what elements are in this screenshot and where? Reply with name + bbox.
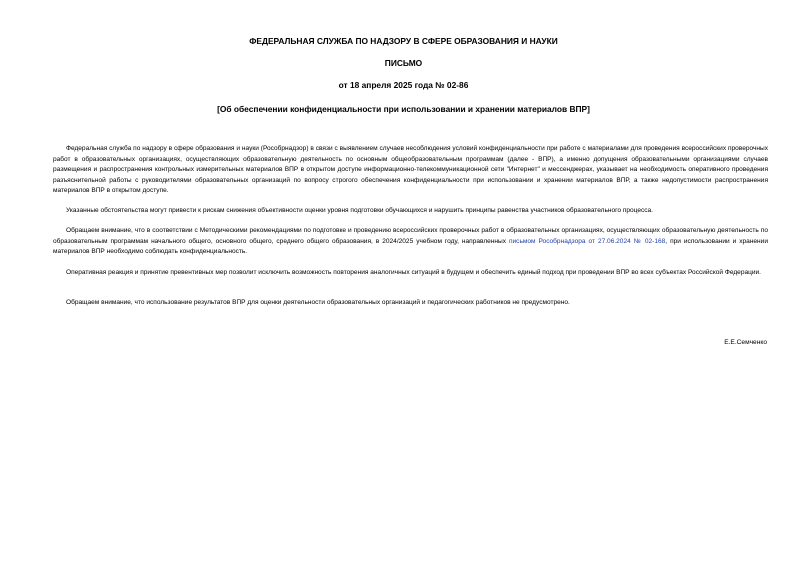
paragraph-2: Указанные обстоятельства могут привести к рискам снижения объективности оценки уровня подготовки обучающихся и нарушить принципы равенства участников образовательного процесса. <box>66 207 654 214</box>
agency-title: ФЕДЕРАЛЬНАЯ СЛУЖБА ПО НАДЗОРУ В СФЕРЕ ОБРАЗОВАНИЯ И НАУКИ <box>249 36 558 46</box>
signature: Е.Е.Семченко <box>724 339 767 346</box>
paragraph-3 <box>53 226 768 258</box>
paragraph-1: Федеральная служба по надзору в сфере образования и науки (Рособрнадзор) в связи с выявлением случаев несоблюдения условий конфиденциальности при работе с материалами для проведения всероссийских проверочных работ в образовательных организациях, осуществляющих образовательную деятельность по основным общеобразовательным программам (далее - ВПР), а именно допущения образовательными организациями случаев размещения и распространения контрольных измерительных материалов ВПР в открытом доступе информационно-телекоммуникационной сети "Интернет" и мессенджерах, указывает на необходимость оперативного проведения разъяснительной работы с руководителями образовательных организаций по вопросу строгого обеспечения конфиденциальности при использовании и хранении материалов ВПР, а также недопустимости распространения материалов ВПР в открытом доступе. <box>53 145 768 195</box>
document-date-number: от 18 апреля 2025 года № 02-86 <box>338 80 469 90</box>
paragraph-3-text-after: , при использовании и хранении материалов ВПР необходимо соблюдать конфиденциальность. <box>53 237 768 256</box>
paragraph-3-text-before: Обращаем внимание, что в соответствии с Методическими рекомендациями по подготовке и проведению всероссийских проверочных работ в образовательных организациях, осуществляющих образовательную деятельность по образовательным программам начального общего, основного общего, среднего общего образования, в 2024/2025 учебном году, направленных <box>53 227 768 245</box>
paragraph-4: Оперативная реакция и принятие превентивных мер позволит исключить возможность повторения аналогичных ситуаций в будущем и обеспечить единый подход при проведении ВПР во всех субъектах Российской Федерации. <box>66 269 761 276</box>
letter-reference-link[interactable]: письмом Рособрнадзора от 27.06.2024 № 02-168 <box>508 237 666 245</box>
document-subject: [Об обеспечении конфиденциальности при использовании и хранении материалов ВПР] <box>217 104 590 114</box>
document-type: ПИСЬМО <box>384 58 423 68</box>
paragraph-5: Обращаем внимание, что использование результатов ВПР для оценки деятельности образовательных организаций и педагогических работников не предусмотрено. <box>66 299 570 306</box>
